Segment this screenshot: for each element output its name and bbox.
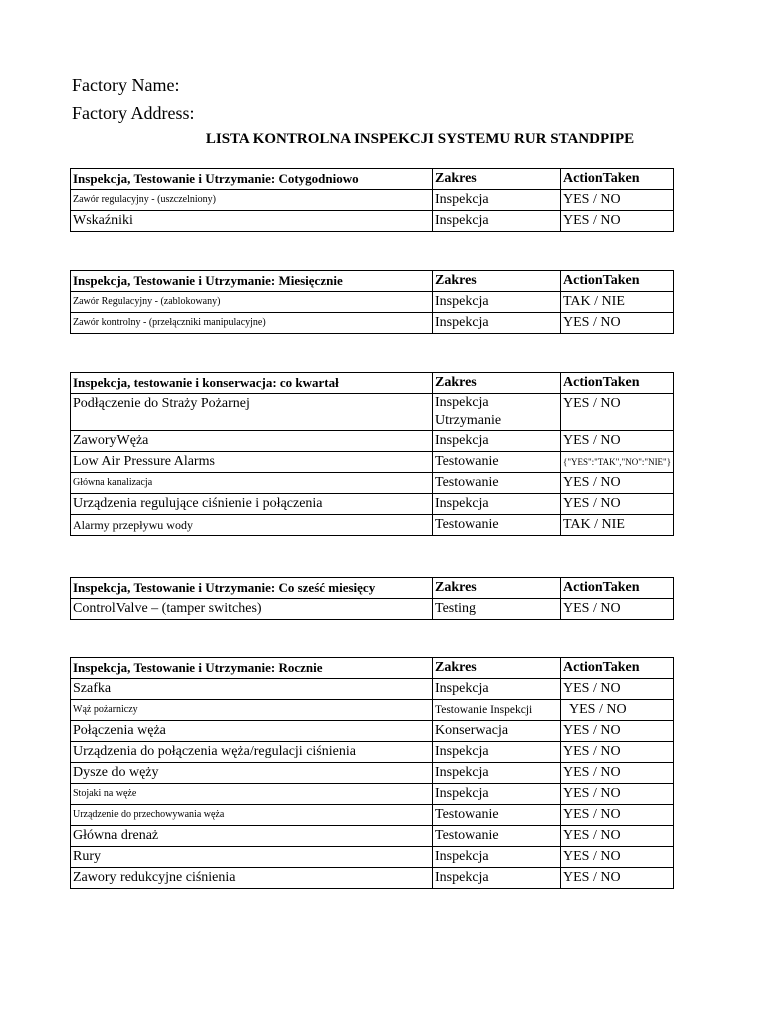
item-cell: Zawór regulacyjny - (uszczelniony) xyxy=(71,190,433,211)
monthly-checklist-table xyxy=(70,270,674,334)
item-cell: Wąż pożarniczy xyxy=(71,700,433,721)
item-cell: Dysze do węży xyxy=(71,763,433,784)
action-cell[interactable]: TAK / NIE xyxy=(561,292,674,313)
section-heading: Inspekcja, Testowanie i Utrzymanie: Co sześć miesięcy xyxy=(71,578,433,599)
item-cell: Zawory redukcyjne ciśnienia xyxy=(71,868,433,889)
action-cell[interactable]: YES / NO xyxy=(561,313,674,334)
table-row xyxy=(71,431,674,452)
action-cell[interactable]: YES / NO xyxy=(561,784,674,805)
item-cell: Urządzenia regulujące ciśnienie i połączenia xyxy=(71,494,433,515)
table-row xyxy=(71,826,674,847)
section-heading: Inspekcja, Testowanie i Utrzymanie: Cotygodniowo xyxy=(71,169,433,190)
item-cell: Rury xyxy=(71,847,433,868)
table-row xyxy=(71,452,674,473)
table-row xyxy=(71,679,674,700)
factory-address-label: Factory Address: xyxy=(72,103,195,123)
column-header-action: ActionTaken xyxy=(561,271,674,292)
scope-text: Testowanie Inspekcji xyxy=(435,704,533,716)
scope-cell: Testowanie xyxy=(433,452,561,473)
item-cell: Podłączenie do Straży Pożarnej xyxy=(71,394,433,431)
table-row xyxy=(71,394,674,431)
item-cell: Zawór Regulacyjny - (zablokowany) xyxy=(71,292,433,313)
action-cell[interactable]: {"YES":"TAK","NO":"NIE"} xyxy=(561,452,674,473)
item-cell: Połączenia węża xyxy=(71,721,433,742)
action-cell[interactable]: YES / NO xyxy=(561,805,674,826)
action-cell[interactable]: TAK / NIE xyxy=(561,515,674,536)
scope-line: Utrzymanie xyxy=(435,413,502,428)
item-cell: ZaworyWęża xyxy=(71,431,433,452)
item-cell: Urządzenie do przechowywania węża xyxy=(71,805,433,826)
action-cell[interactable]: YES / NO xyxy=(561,826,674,847)
weekly-checklist-table xyxy=(70,168,674,232)
scope-cell: Inspekcja xyxy=(433,763,561,784)
table-row xyxy=(71,473,674,494)
column-header-scope: Zakres xyxy=(433,578,561,599)
item-cell: Alarmy przepływu wody xyxy=(71,515,433,536)
item-cell: Low Air Pressure Alarms xyxy=(71,452,433,473)
scope-cell: Testowanie xyxy=(433,826,561,847)
column-header-action: ActionTaken xyxy=(561,658,674,679)
action-cell[interactable]: YES / NO xyxy=(561,721,674,742)
table-row xyxy=(71,721,674,742)
item-cell: Zawór kontrolny - (przełączniki manipulacyjne) xyxy=(71,313,433,334)
table-row xyxy=(71,784,674,805)
item-cell: Urządzenia do połączenia węża/regulacji ciśnienia xyxy=(71,742,433,763)
scope-cell: Inspekcja xyxy=(433,211,561,232)
scope-cell: Inspekcja xyxy=(433,679,561,700)
column-header-action: ActionTaken xyxy=(561,169,674,190)
column-header-action: ActionTaken xyxy=(561,373,674,394)
table-row xyxy=(71,190,674,211)
scope-cell: Inspekcja xyxy=(433,313,561,334)
scope-cell: Inspekcja xyxy=(433,431,561,452)
table-header-row xyxy=(71,373,674,394)
table-header-row xyxy=(71,658,674,679)
action-cell[interactable]: YES / NO xyxy=(561,394,674,431)
scope-cell: Inspekcja xyxy=(433,494,561,515)
table-row xyxy=(71,868,674,889)
action-cell[interactable]: YES / NO xyxy=(561,868,674,889)
quarterly-checklist-table xyxy=(70,372,674,536)
item-cell: Szafka xyxy=(71,679,433,700)
semiannual-checklist-table xyxy=(70,577,674,620)
action-cell[interactable]: YES / NO xyxy=(561,742,674,763)
scope-cell: Inspekcja xyxy=(433,784,561,805)
action-cell[interactable]: YES / NO xyxy=(561,599,674,620)
action-cell[interactable]: YES / NO xyxy=(561,700,674,721)
scope-cell: Testowanie xyxy=(433,515,561,536)
section-heading: Inspekcja, Testowanie i Utrzymanie: Rocznie xyxy=(71,658,433,679)
table-row xyxy=(71,211,674,232)
scope-line: Inspekcja xyxy=(435,395,489,410)
action-cell[interactable]: YES / NO xyxy=(561,190,674,211)
scope-cell: Inspekcja xyxy=(433,847,561,868)
column-header-scope: Zakres xyxy=(433,658,561,679)
table-row xyxy=(71,494,674,515)
item-cell: Główna drenaż xyxy=(71,826,433,847)
item-cell: Stojaki na węże xyxy=(71,784,433,805)
table-row xyxy=(71,805,674,826)
table-row xyxy=(71,742,674,763)
scope-cell: Testowanie xyxy=(433,805,561,826)
document-title: LISTA KONTROLNA INSPEKCJI SYSTEMU RUR STANDPIPE xyxy=(205,131,635,147)
section-heading: Inspekcja, Testowanie i Utrzymanie: Miesięcznie xyxy=(71,271,433,292)
action-cell[interactable]: YES / NO xyxy=(561,679,674,700)
table-row xyxy=(71,763,674,784)
table-row xyxy=(71,599,674,620)
scope-cell xyxy=(433,394,561,431)
action-cell[interactable]: YES / NO xyxy=(561,431,674,452)
column-header-scope: Zakres xyxy=(433,271,561,292)
scope-cell: Inspekcja xyxy=(433,868,561,889)
scope-cell: Inspekcja xyxy=(433,292,561,313)
scope-cell: Konserwacja xyxy=(433,721,561,742)
scope-cell: Testing xyxy=(433,599,561,620)
annual-checklist-table xyxy=(70,657,674,889)
scope-cell xyxy=(433,700,561,721)
table-row xyxy=(71,515,674,536)
scope-cell: Inspekcja xyxy=(433,742,561,763)
action-cell[interactable]: YES / NO xyxy=(561,847,674,868)
factory-name-label: Factory Name: xyxy=(72,75,180,95)
column-header-scope: Zakres xyxy=(433,169,561,190)
item-cell: Wskaźniki xyxy=(71,211,433,232)
column-header-scope: Zakres xyxy=(433,373,561,394)
table-row xyxy=(71,847,674,868)
action-cell[interactable]: YES / NO xyxy=(561,494,674,515)
action-cell[interactable]: YES / NO xyxy=(561,473,674,494)
table-row xyxy=(71,292,674,313)
table-header-row xyxy=(71,169,674,190)
item-cell: ControlValve – (tamper switches) xyxy=(71,599,433,620)
scope-cell: Testowanie xyxy=(433,473,561,494)
column-header-action: ActionTaken xyxy=(561,578,674,599)
table-row xyxy=(71,313,674,334)
action-cell[interactable]: YES / NO xyxy=(561,211,674,232)
table-row xyxy=(71,700,674,721)
action-cell[interactable]: YES / NO xyxy=(561,763,674,784)
item-cell: Główna kanalizacja xyxy=(71,473,433,494)
table-header-row xyxy=(71,578,674,599)
section-heading: Inspekcja, testowanie i konserwacja: co kwartał xyxy=(71,373,433,394)
scope-cell: Inspekcja xyxy=(433,190,561,211)
table-header-row xyxy=(71,271,674,292)
